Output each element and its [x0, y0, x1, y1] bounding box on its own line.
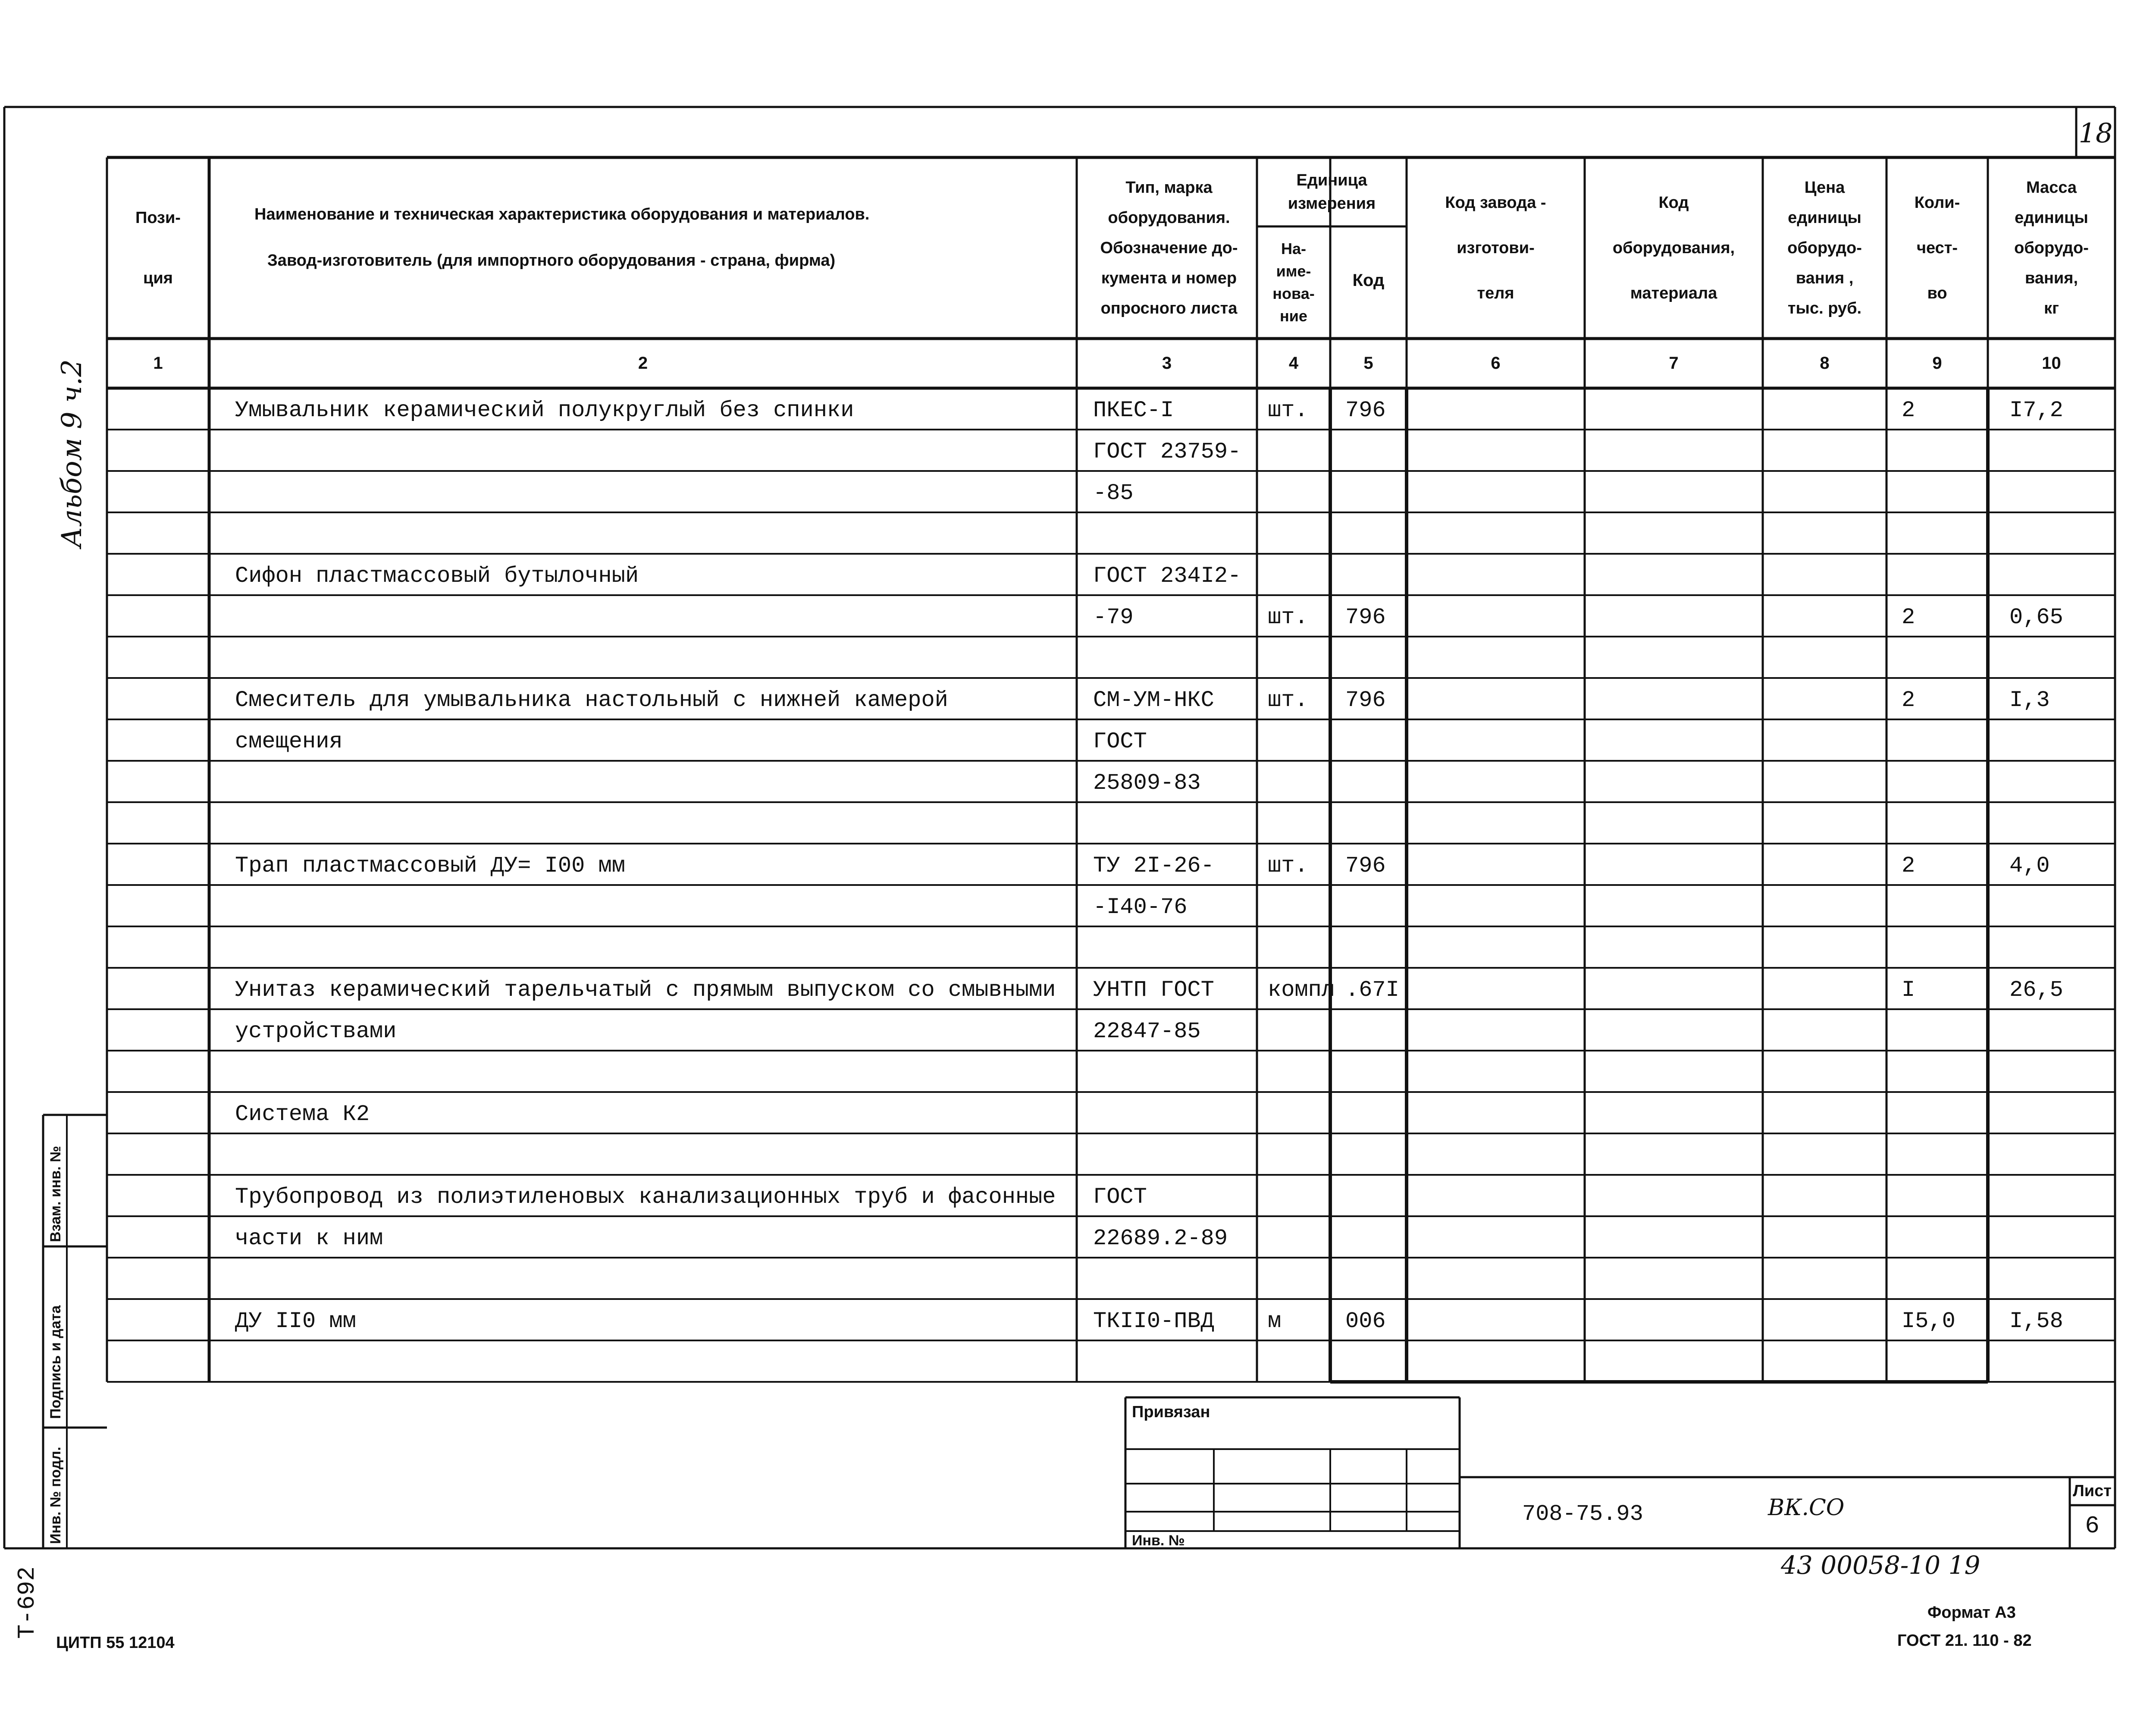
header-col7-2: оборудования, [1612, 239, 1735, 257]
column-number-6: 6 [1491, 354, 1501, 373]
header-col3-1: Тип, марка [1125, 179, 1213, 197]
row-12-name: Трап пластмассовый ДУ= I00 мм [235, 853, 625, 879]
corner-sheet-number: 18 [2078, 117, 2113, 149]
row-1-mass: I7,2 [2009, 398, 2063, 423]
document-mark: ВК.СО [1768, 1495, 1845, 1521]
header-col5: Код [1352, 271, 1385, 290]
header-col9-2: чест- [1916, 239, 1958, 257]
row-12-unit: шт. [1268, 853, 1308, 879]
header-col1-1: Пози- [135, 209, 181, 227]
row-6-unit: шт. [1268, 605, 1308, 630]
header-col10-2: единицы [2015, 209, 2088, 227]
row-5-name: Сифон пластмассовый бутылочный [235, 563, 639, 589]
row-23-qty: I5,0 [1902, 1309, 1955, 1334]
stamp-inv-label: Инв. № [1132, 1532, 1185, 1549]
header-unit-group-1: Единица [1296, 171, 1367, 190]
row-16-name: устройствами [235, 1019, 397, 1044]
row-1-type: ПКЕС-I [1093, 398, 1174, 423]
row-20-type: ГОСТ [1093, 1184, 1147, 1210]
footer-format: Формат А3 [1927, 1604, 2016, 1622]
sheet-label: Лист [2073, 1482, 2112, 1500]
document-code: 708-75.93 [1522, 1501, 1643, 1527]
row-8-mass: I,3 [2009, 687, 2050, 713]
column-number-7: 7 [1669, 354, 1679, 373]
row-3-type: -85 [1093, 480, 1134, 506]
header-col7-1: Код [1658, 194, 1689, 212]
row-23-unit: м [1268, 1309, 1282, 1334]
column-number-3: 3 [1162, 354, 1172, 373]
header-col1-2: ция [143, 269, 173, 287]
row-15-qty: I [1902, 977, 1915, 1003]
vertical-sheet-code: Т-692 [13, 1566, 41, 1639]
row-6-type: -79 [1093, 605, 1134, 630]
row-6-code: 796 [1345, 605, 1386, 630]
row-1-unit: шт. [1268, 398, 1308, 423]
row-23-mass: I,58 [2009, 1309, 2063, 1334]
row-9-name: смещения [235, 729, 343, 754]
row-2-type: ГОСТ 23759- [1093, 439, 1241, 464]
header-col9-1: Коли- [1914, 194, 1960, 212]
row-15-code: .67I [1345, 977, 1399, 1003]
header-col8-2: единицы [1788, 209, 1861, 227]
header-col6-1: Код завода - [1445, 194, 1546, 212]
row-6-qty: 2 [1902, 605, 1915, 630]
header-col2-line2: Завод-изготовитель (для импортного оборудования - страна, фирма) [267, 251, 836, 270]
row-15-name: Унитаз керамический тарельчатый с прямым выпуском со смывными [235, 977, 1056, 1003]
row-13-type: -I40-76 [1093, 894, 1188, 920]
footer-gost: ГОСТ 21. 110 - 82 [1897, 1632, 2032, 1650]
left-stamp-inv-original: Инв. № подл. [47, 1447, 64, 1544]
header-col3-5: опросного листа [1100, 299, 1238, 317]
album-label: Альбом 9 ч.2 [56, 359, 88, 548]
row-15-type: УНТП ГОСТ [1093, 977, 1214, 1003]
row-8-qty: 2 [1902, 687, 1915, 713]
column-number-8: 8 [1820, 354, 1830, 373]
row-15-mass: 26,5 [2009, 977, 2063, 1003]
column-number-9: 9 [1932, 354, 1942, 373]
left-stamp-signature-date: Подпись и дата [47, 1305, 64, 1419]
column-number-5: 5 [1363, 354, 1373, 373]
row-12-mass: 4,0 [2009, 853, 2050, 879]
row-12-qty: 2 [1902, 853, 1915, 879]
header-col4-3: нова- [1272, 285, 1315, 302]
left-stamp-replaced-inv: Взам. инв. № [47, 1146, 64, 1242]
header-col8-3: оборудо- [1787, 239, 1862, 257]
header-unit-group-2: измерения [1288, 194, 1376, 213]
stamp-bound-label: Привязан [1132, 1403, 1210, 1421]
sheet-number: 6 [2085, 1512, 2100, 1540]
header-col8-4: вания , [1796, 269, 1854, 287]
row-12-code: 796 [1345, 853, 1386, 879]
column-number-4: 4 [1288, 354, 1299, 373]
row-6-mass: 0,65 [2009, 605, 2063, 630]
column-number-2: 2 [638, 354, 648, 373]
row-8-code: 796 [1345, 687, 1386, 713]
handwritten-archive-code: 43 00058-10 19 [1781, 1550, 1981, 1580]
row-10-type: 25809-83 [1093, 770, 1201, 796]
row-21-name: части к ним [235, 1226, 383, 1251]
header-col3-2: оборудования. [1108, 209, 1230, 227]
row-23-code: 006 [1345, 1309, 1386, 1334]
column-number-1: 1 [153, 354, 163, 373]
row-20-name: Трубопровод из полиэтиленовых канализационных труб и фасонные [235, 1184, 1056, 1210]
row-1-qty: 2 [1902, 398, 1915, 423]
header-col10-5: кг [2044, 299, 2059, 317]
header-col8-1: Цена [1804, 179, 1845, 197]
column-number-10: 10 [2042, 354, 2061, 373]
header-col8-5: тыс. руб. [1787, 299, 1862, 317]
row-1-code: 796 [1345, 398, 1386, 423]
header-col3-4: кумента и номер [1101, 269, 1237, 287]
header-col10-3: оборудо- [2014, 239, 2089, 257]
row-18-name: Система К2 [235, 1102, 370, 1127]
row-23-type: ТКII0-ПВД [1093, 1309, 1214, 1334]
row-5-type: ГОСТ 234I2- [1093, 563, 1241, 589]
header-col4-4: ние [1280, 307, 1307, 325]
header-col9-3: во [1927, 284, 1947, 302]
row-9-type: ГОСТ [1093, 729, 1147, 754]
header-col6-3: теля [1477, 284, 1514, 302]
row-8-name: Смеситель для умывальника настольный с нижней камерой [235, 687, 948, 713]
row-21-type: 22689.2-89 [1093, 1226, 1228, 1251]
row-16-type: 22847-85 [1093, 1019, 1201, 1044]
header-col4-1: На- [1281, 240, 1307, 257]
row-8-type: СМ-УМ-НКС [1093, 687, 1214, 713]
header-col3-3: Обозначение до- [1100, 239, 1238, 257]
row-15-unit: компл [1268, 977, 1335, 1003]
header-col10-4: вания, [2024, 269, 2078, 287]
row-12-type: ТУ 2I-26- [1093, 853, 1214, 879]
header-col2-line1: Наименование и техническая характеристика оборудования и материалов. [254, 205, 870, 223]
row-1-name: Умывальник керамический полукруглый без спинки [235, 398, 854, 423]
footer-registry-code: ЦИТП 55 12104 [56, 1634, 175, 1652]
header-col6-2: изготови- [1457, 239, 1535, 257]
header-col4-2: име- [1276, 262, 1311, 280]
row-8-unit: шт. [1268, 687, 1308, 713]
header-col10-1: Масса [2026, 179, 2077, 197]
header-col7-3: материала [1630, 284, 1717, 302]
row-23-name: ДУ II0 мм [235, 1309, 356, 1334]
